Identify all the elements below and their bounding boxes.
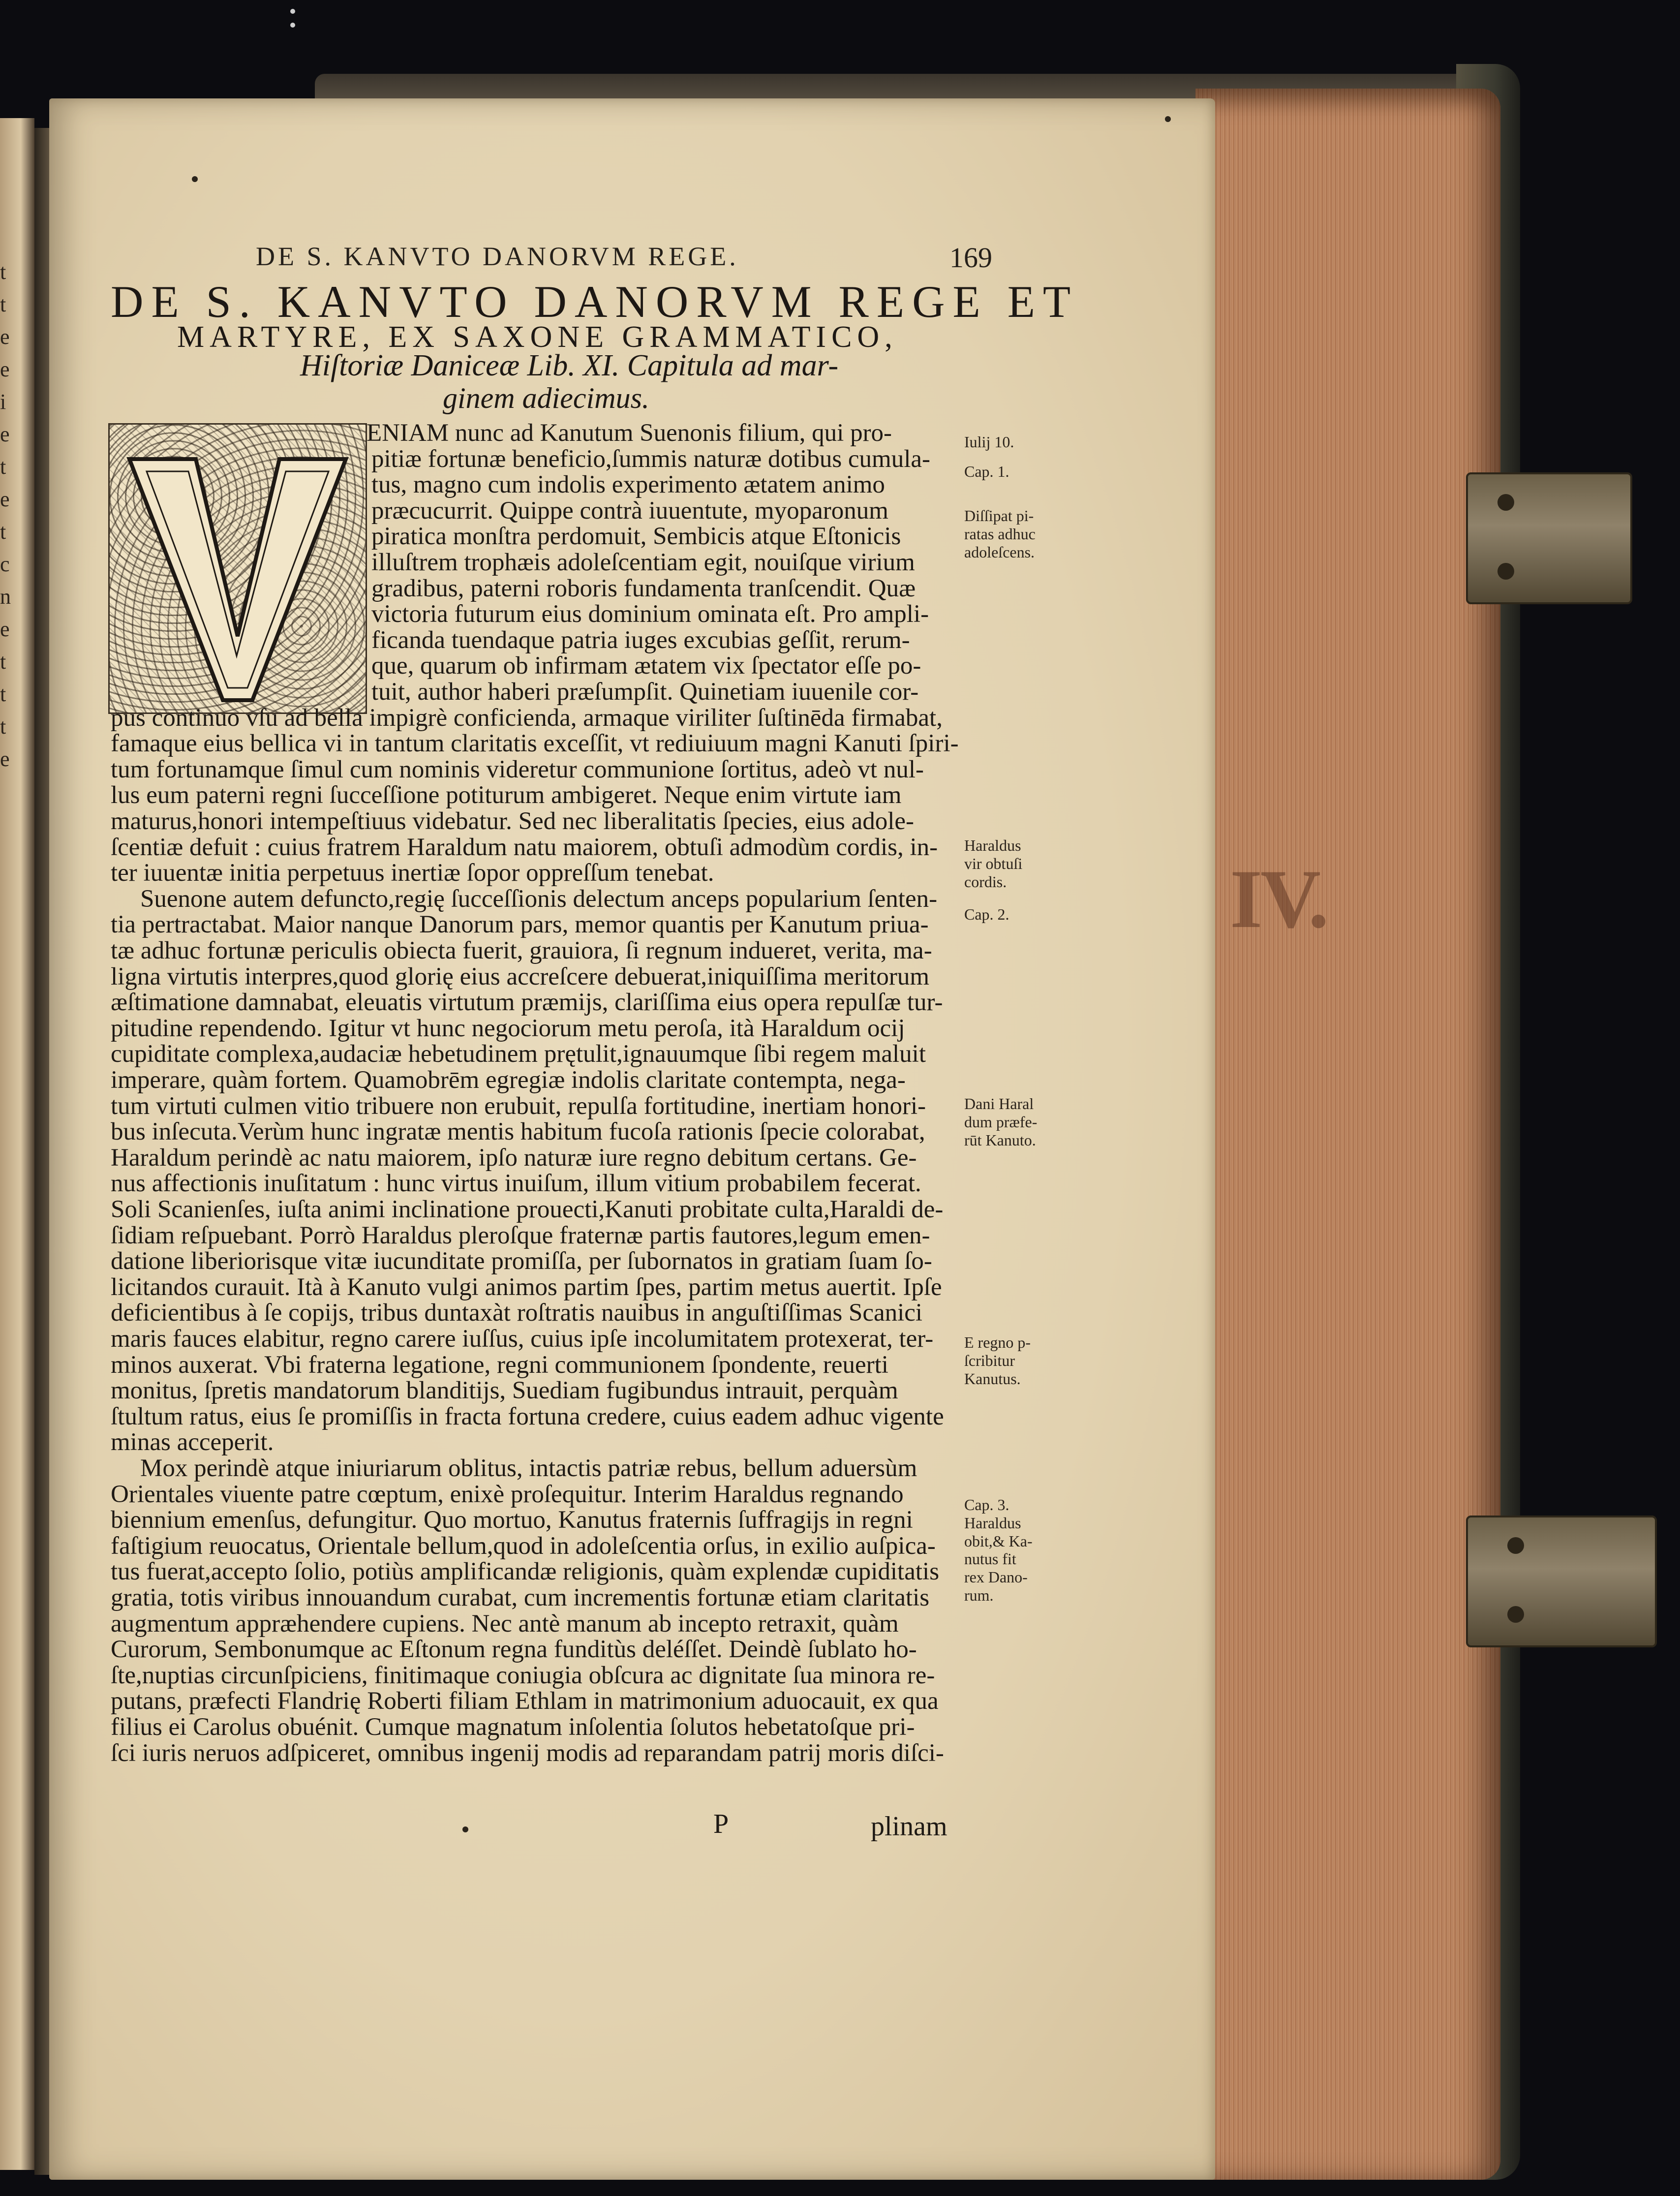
ink-speck bbox=[192, 176, 198, 182]
text-line: Haraldum perindè ac natu maiorem, ipſo naturæ iure regno debitum certans. Ge- bbox=[111, 1144, 917, 1172]
text-line: ſcentiæ defuit : cuius fratrem Haraldum natu maiorem, obtuſi admodùm cordis, in- bbox=[111, 833, 938, 861]
text-line: maris fauces elabitur, regno carere iuſſus, cuius ipſe incolumitatem protexerat, ter- bbox=[111, 1325, 934, 1353]
margin-note: Cap. 3. Haraldus obit,& Ka- nutus fit rex Dano- rum. bbox=[964, 1496, 1033, 1604]
scanner-marks bbox=[290, 9, 300, 38]
margin-note: Cap. 1. bbox=[964, 463, 1009, 480]
text-line: lus eum paterni regni ſucceſſione potiturum ambigeret. Neque enim virtute iam bbox=[111, 781, 902, 809]
text-line: tæ adhuc fortunæ periculis obiecta fuerit, grauiora, ſi regnum indueret, verita, ma- bbox=[111, 937, 932, 964]
text-line: nus affectionis inuſitatum : hunc virtus inuiſum, illum vitium probabilem fecerat. bbox=[111, 1170, 921, 1198]
text-line: bus inſecuta.Verùm hunc ingratæ mentis habitum fucoſa rationis ſpecie colorabat, bbox=[111, 1118, 925, 1146]
page-number: 169 bbox=[949, 242, 992, 274]
text-line: datione liberiorisque vitæ iucunditate promiſſa, per ſubornatos in gratiam ſuam ſo- bbox=[111, 1247, 932, 1275]
text-line: minas acceperit. bbox=[111, 1428, 274, 1456]
decorated-initial bbox=[108, 423, 367, 714]
text-line: pus continuo vſu ad bella impigrè conficienda, armaque viriliter ſuſtinēda firmabat, bbox=[111, 704, 943, 732]
margin-note: Diſſipat pi- ratas adhuc adoleſcens. bbox=[964, 507, 1036, 561]
text-line: victoria futurum eius dominium ominata eſt. Pro ampli- bbox=[371, 600, 929, 628]
clasp-bottom bbox=[1466, 1516, 1657, 1647]
text-line: filius ei Carolus obuénit. Cumque magnatum inſolentia ſolutos hebetatoſque pri- bbox=[111, 1713, 915, 1741]
text-line: tum virtuti culmen vitio tribuere non erubuit, repulſa fortitudine, inertiam honori- bbox=[111, 1092, 926, 1120]
signature-mark: P bbox=[713, 1809, 729, 1839]
chapter-title-line-3: Hiſtoriæ Daniceæ Lib. XI. Capitula ad mar- bbox=[300, 349, 839, 382]
chapter-title-line-4: ginem adiecimus. bbox=[443, 382, 649, 414]
clasp-top bbox=[1466, 472, 1632, 604]
text-line: maturus,honori intempeſtiuus videbatur. Sed nec liberalitatis ſpecies, eius adole- bbox=[111, 807, 914, 835]
text-line: gradibus, paterni roboris fundamenta tranſcendit. Quæ bbox=[371, 574, 916, 602]
text-line: tus fuerat,accepto ſolio, potiùs amplificandæ religionis, quàm explendæ cupiditatis bbox=[111, 1558, 940, 1586]
text-line: ENIAM nunc ad Kanutum Suenonis filium, qui pro- bbox=[367, 419, 892, 447]
chapter-title-line-2: MARTYRE, EX SAXONE GRAMMATICO, bbox=[177, 320, 898, 354]
text-line: tia pertractabat. Maior nanque Danorum pars, memor quantis per Kanutum priua- bbox=[111, 911, 929, 939]
text-line: ſidiam reſpuebant. Porrò Haraldus pleroſque fraternæ partis fautores,legum emen- bbox=[111, 1221, 930, 1249]
fore-edge-stamp: IV. bbox=[1230, 853, 1327, 945]
text-line: cupiditate complexa,audaciæ hebetudinem prętulit,ignauumque ſibi regem maluit bbox=[111, 1040, 926, 1068]
text-line: tus, magno cum indolis experimento ætatem animo bbox=[371, 471, 885, 499]
running-head: DE S. KANVTO DANORVM REGE. bbox=[256, 242, 739, 271]
catchword: plinam bbox=[871, 1811, 947, 1842]
margin-note: E regno p- ſcribitur Kanutus. bbox=[964, 1333, 1031, 1388]
text-line: ter iuuentæ initia perpetuus inertiæ ſopor oppreſſum tenebat. bbox=[111, 859, 714, 887]
text-line: ſci iuris neruos adſpiceret, omnibus ingenij modis ad reparandam patrij moris diſci- bbox=[111, 1739, 944, 1767]
text-line: ligna virtutis interpres,quod glorię eius accreſcere debuerat,iniquiſſima meritorum bbox=[111, 962, 930, 990]
text-line: ſte,nuptias circunſpiciens, finitimaque coniugia obſcura ac dignitate ſua minora re- bbox=[111, 1661, 935, 1689]
margin-note: Iulij 10. bbox=[964, 433, 1014, 451]
text-line: minos auxerat. Vbi fraterna legatione, regni communionem ſpondente, reuerti bbox=[111, 1351, 888, 1379]
text-line: putans, præfecti Flandrię Roberti filiam Ethlam in matrimonium aduocauit, ex qua bbox=[111, 1687, 939, 1715]
text-line: que, quarum ob infirmam ætatem vix ſpectator eſſe po- bbox=[371, 652, 921, 680]
text-line: ficanda tuendaque patria iuges excubias geſſit, rerum- bbox=[371, 626, 910, 654]
text-line: monitus, ſpretis mandatorum blanditijs, Suediam fugibundus intrauit, perquàm bbox=[111, 1377, 898, 1405]
margin-note: Dani Haral dum præfe- rūt Kanuto. bbox=[964, 1095, 1038, 1149]
text-line: biennium emenſus, defungitur. Quo mortuo, Kanutus fraternis ſuffragijs in regni bbox=[111, 1506, 913, 1534]
text-line: Curorum, Sembonumque ac Eſtonum regna funditùs deléſſet. Deindè ſublato ho- bbox=[111, 1636, 917, 1664]
text-line: faſtigium reuocatus, Orientale bellum,quod in adoleſcentia orſus, in exilio auſpica- bbox=[111, 1532, 936, 1560]
text-line: æſtimatione damnabat, eleuatis virtutum præmijs, clariſſima eius opera repulſæ tur- bbox=[111, 989, 943, 1017]
text-line: tuit, author haberi præſumpſit. Quinetiam iuuenile cor- bbox=[371, 678, 919, 706]
text-line: pitudine rependendo. Igitur vt hunc negociorum metu peroſa, ità Haraldum ocij bbox=[111, 1014, 905, 1042]
ink-speck bbox=[1165, 116, 1171, 122]
ink-speck bbox=[462, 1826, 468, 1832]
text-line: augmentum appræhendere cupiens. Nec antè manum ab incepto retraxit, quàm bbox=[111, 1609, 899, 1638]
text-line: famaque eius bellica vi in tantum claritatis exceſſit, vt rediuiuum magni Kanuti ſpiri- bbox=[111, 730, 959, 758]
text-line: pitiæ fortunæ beneficio,ſummis naturæ dotibus cumula- bbox=[371, 445, 931, 473]
margin-note: Haraldus vir obtuſi cordis. bbox=[964, 836, 1023, 891]
text-line: Suenone autem defuncto,regię ſucceſſionis delectum anceps popularium ſenten- bbox=[140, 885, 938, 913]
margin-note: Cap. 2. bbox=[964, 905, 1009, 923]
text-line: illuſtrem trophæis adoleſcentiam egit, nouiſque virium bbox=[371, 549, 915, 576]
facing-page-fragment: t t e e i e t e t c n e t t t e bbox=[0, 260, 11, 771]
text-line: tum fortunamque ſimul cum nominis videretur communione ſortitus, adeò vt nul- bbox=[111, 755, 924, 783]
text-line: Soli Scanienſes, iuſta animi inclinatione prouecti,Kanuti probitate culta,Haraldi de- bbox=[111, 1196, 944, 1223]
text-line: licitandos curauit. Ità à Kanuto vulgi animos partim ſpes, partim metus auertit. Ipſe bbox=[111, 1273, 942, 1301]
text-line: gratia, totis viribus innouandum curabat, cum incrementis fortunæ etiam claritatis bbox=[111, 1584, 930, 1611]
fore-edge bbox=[1195, 89, 1500, 2180]
text-line: præcucurrit. Quippe contrà iuuentute, myoparonum bbox=[371, 496, 888, 525]
text-line: ſtultum ratus, eius ſe promiſſis in fracta fortuna credere, cuius eadem adhuc vigente bbox=[111, 1402, 944, 1430]
text-line: Mox perindè atque iniuriarum oblitus, intactis patriæ rebus, bellum aduersùm bbox=[140, 1454, 917, 1482]
text-line: imperare, quàm fortem. Quamobrēm egregiæ indolis claritate contempta, nega- bbox=[111, 1066, 906, 1094]
text-line: deficientibus à ſe copijs, tribus duntaxàt roſtratis nauibus in anguſtiſſimas Scanici bbox=[111, 1299, 923, 1327]
text-line: piratica monſtra perdomuit, Sembicis atque Eſtonicis bbox=[371, 523, 901, 551]
chapter-title-line-1: DE S. KANVTO DANORVM REGE ET bbox=[111, 277, 1079, 327]
text-line: Orientales viuente patre cœptum, enixè proſequitur. Interim Haraldus regnando bbox=[111, 1480, 904, 1508]
